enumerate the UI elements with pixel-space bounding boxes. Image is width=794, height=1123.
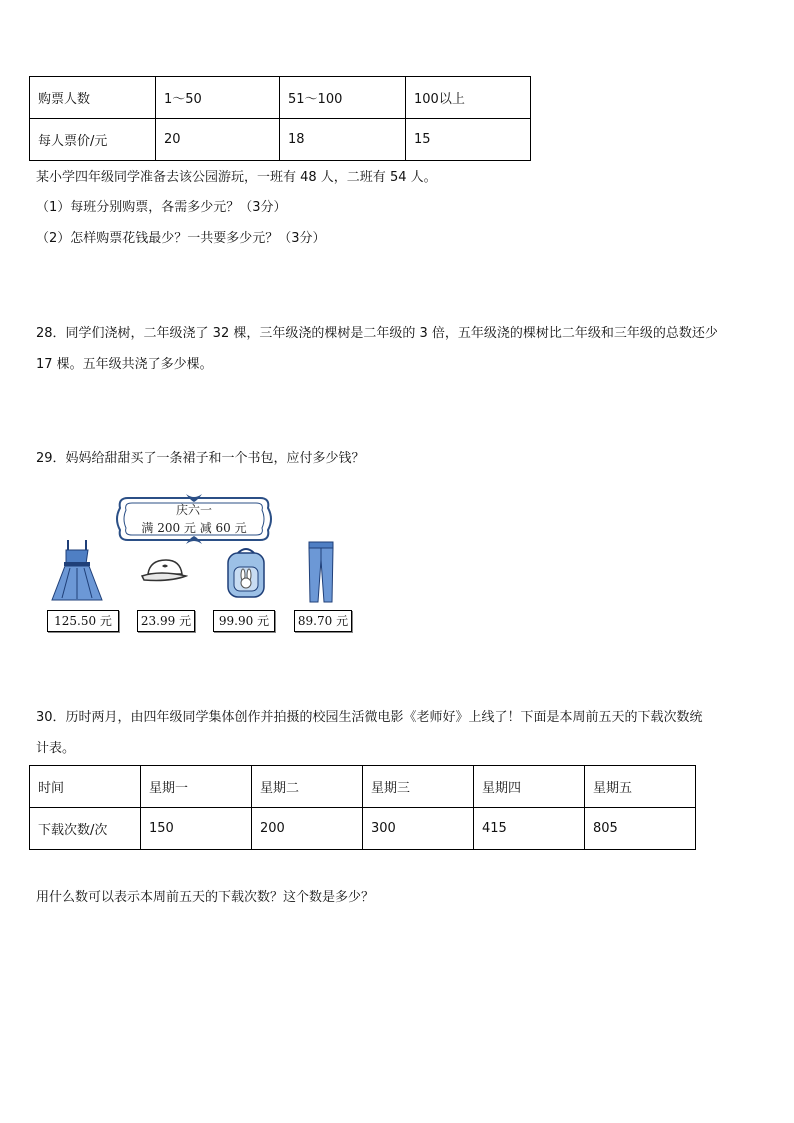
q30-line2: 计表。	[36, 741, 76, 756]
download-count-table	[29, 765, 696, 850]
table-cell: 1～50	[156, 77, 280, 119]
q27-sub2: （2）怎样购票花钱最少？一共要多少元？（3分）	[36, 231, 326, 246]
table-cell: 星期四	[474, 766, 585, 808]
table-row	[30, 119, 531, 161]
q27-sub1: （1）每班分别购票，各需多少元？（3分）	[36, 200, 287, 215]
table-cell: 购票人数	[30, 77, 156, 119]
price-tag-backpack: 99.90 元	[213, 610, 275, 632]
table-cell: 200	[252, 808, 363, 850]
table-cell: 15	[406, 119, 531, 161]
cap-icon	[140, 556, 188, 586]
table-cell: 星期二	[252, 766, 363, 808]
table-row	[30, 808, 696, 850]
banner-title: 庆六一	[175, 503, 212, 517]
dress-icon	[50, 538, 104, 602]
table-cell: 20	[156, 119, 280, 161]
price-tag-jeans: 89.70 元	[294, 610, 352, 632]
promotion-banner	[114, 490, 274, 548]
table-cell: 18	[280, 119, 406, 161]
q30-question: 用什么数可以表示本周前五天的下载次数？这个数是多少？	[36, 890, 375, 905]
table-cell: 每人票价/元	[30, 119, 156, 161]
shopping-illustration	[36, 470, 366, 640]
q28-line1: 28．同学们浇树，二年级浇了 32 棵，三年级浇的棵树是二年级的 3 倍，五年级浇的棵树比二年级和三年级的总数还少	[36, 326, 718, 341]
table-row	[30, 77, 531, 119]
table-cell: 下载次数/次	[30, 808, 141, 850]
table-cell: 星期五	[585, 766, 696, 808]
table-row	[30, 766, 696, 808]
table-cell: 150	[141, 808, 252, 850]
table-cell: 星期三	[363, 766, 474, 808]
price-tag-dress: 125.50 元	[47, 610, 119, 632]
table-cell: 星期一	[141, 766, 252, 808]
table-cell: 51～100	[280, 77, 406, 119]
table-cell: 时间	[30, 766, 141, 808]
backpack-icon	[222, 545, 270, 601]
ticket-price-table	[29, 76, 531, 161]
jeans-icon	[306, 540, 336, 604]
table-cell: 415	[474, 808, 585, 850]
q30-line1: 30．历时两月，由四年级同学集体创作并拍摄的校园生活微电影《老师好》上线了！下面是本周前五天的下载次数统	[36, 710, 703, 725]
q29-question: 29．妈妈给甜甜买了一条裙子和一个书包，应付多少钱？	[36, 451, 365, 466]
table-cell: 100以上	[406, 77, 531, 119]
q27-intro: 某小学四年级同学准备去该公园游玩，一班有 48 人，二班有 54 人。	[36, 170, 437, 185]
banner-offer: 满 200 元 减 60 元	[141, 521, 247, 535]
table-cell: 300	[363, 808, 474, 850]
table-cell: 805	[585, 808, 696, 850]
q28-line2: 17 棵。五年级共浇了多少棵。	[36, 357, 213, 372]
price-tag-cap: 23.99 元	[137, 610, 195, 632]
